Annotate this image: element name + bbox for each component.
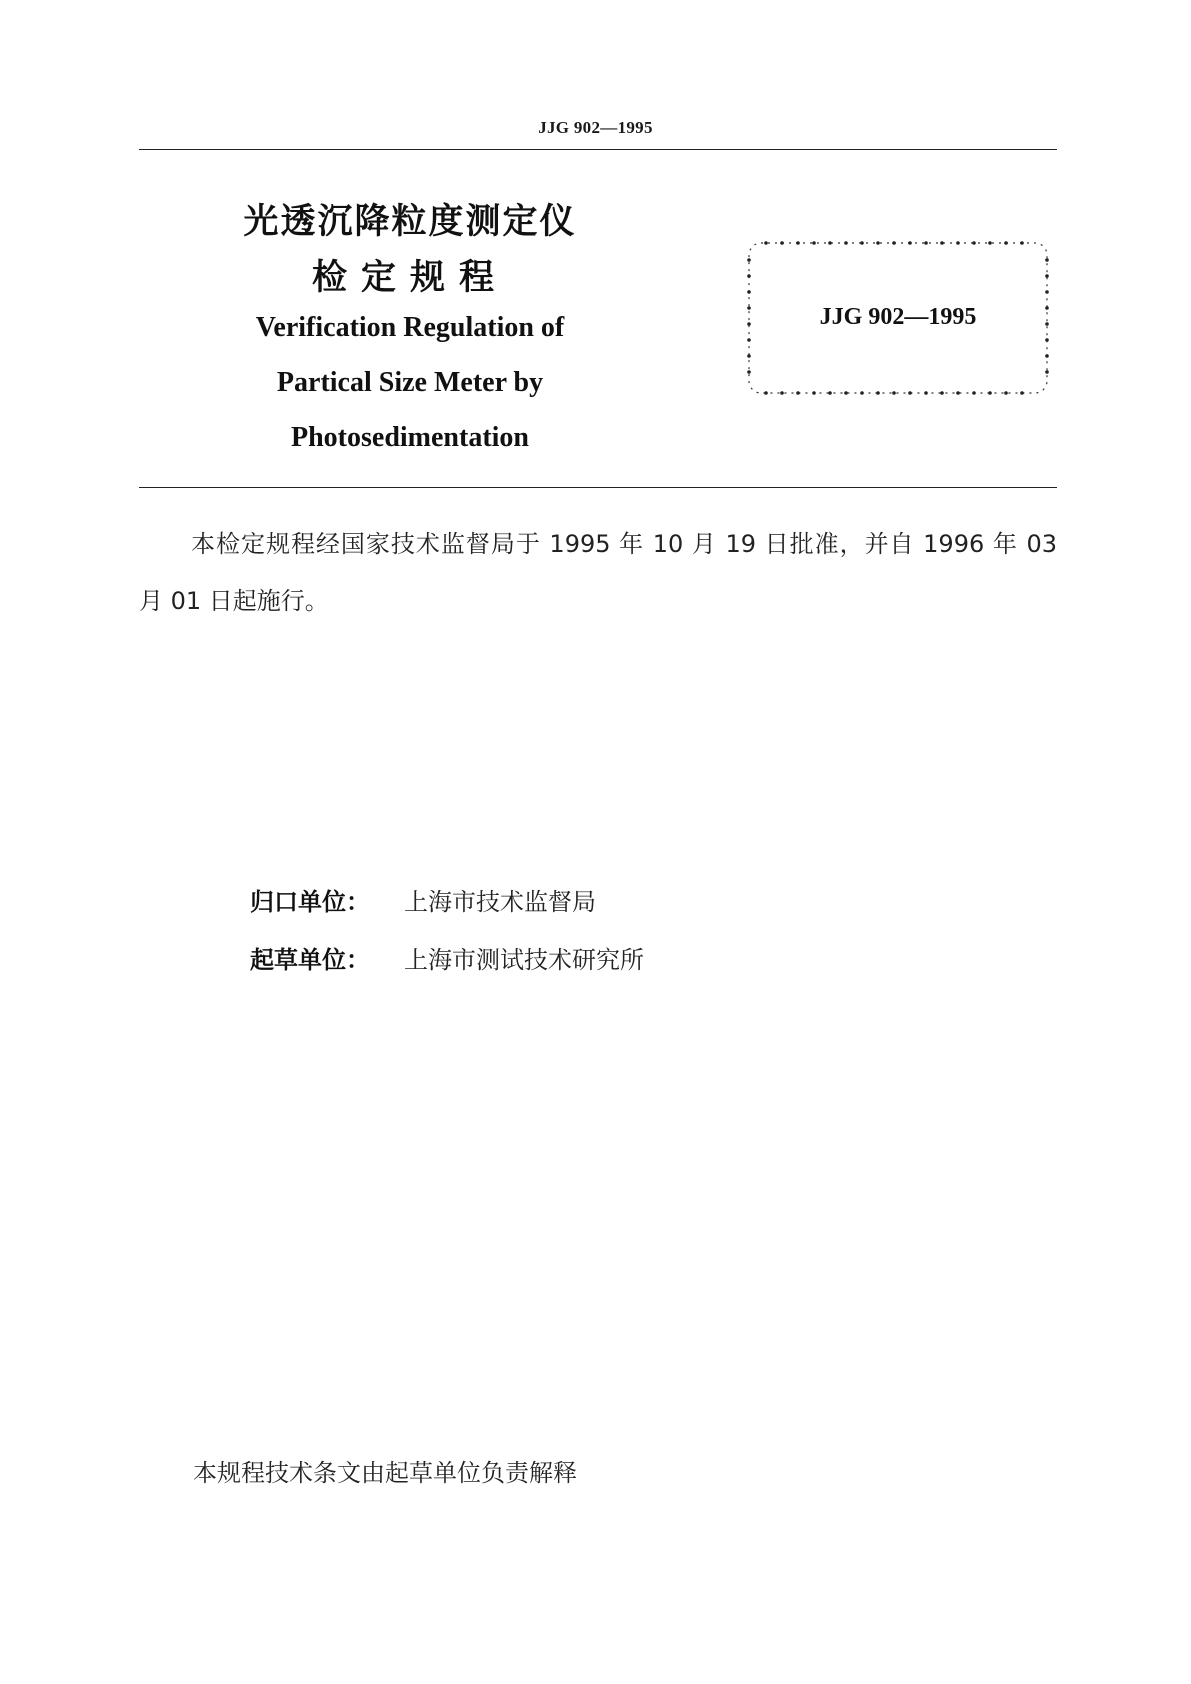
border-dot	[1004, 241, 1008, 245]
border-dot	[908, 391, 912, 395]
drafting-unit-row	[250, 940, 644, 975]
border-dot	[1045, 290, 1049, 294]
cn-title-line-1: 光透沉降粒度测定仪	[243, 202, 577, 242]
border-dot	[940, 391, 944, 395]
code-frame	[744, 238, 1052, 398]
border-dot	[1045, 354, 1049, 358]
responsible-unit-row	[250, 882, 596, 917]
border-dot	[972, 241, 976, 245]
border-dot	[747, 370, 751, 374]
border-dot	[796, 391, 800, 395]
border-dot	[828, 241, 832, 245]
border-dot	[844, 391, 848, 395]
cn-title-line-2: 检定规程	[311, 258, 508, 298]
border-dot	[892, 241, 896, 245]
border-dot	[876, 391, 880, 395]
border-dot	[972, 391, 976, 395]
border-dot	[1045, 258, 1049, 262]
border-dot	[828, 391, 832, 395]
border-dot	[780, 391, 784, 395]
responsible-unit-label: 归口单位：	[250, 888, 370, 916]
border-dot	[1045, 338, 1049, 342]
title-rule	[139, 487, 1057, 488]
border-dot	[747, 338, 751, 342]
border-dot	[747, 258, 751, 262]
responsible-unit-value: 上海市技术监督局	[404, 888, 596, 916]
standard-code: JJG 902—1995	[819, 304, 977, 330]
border-dot	[747, 354, 751, 358]
border-dot	[1020, 241, 1024, 245]
border-dot	[780, 241, 784, 245]
border-dot	[796, 241, 800, 245]
border-dot	[988, 241, 992, 245]
border-dot	[956, 391, 960, 395]
border-dot	[747, 290, 751, 294]
border-dot	[812, 241, 816, 245]
border-dot	[1004, 391, 1008, 395]
border-dot	[844, 241, 848, 245]
border-dot	[1045, 370, 1049, 374]
border-dot	[876, 241, 880, 245]
border-dot	[1045, 274, 1049, 278]
border-dot	[988, 391, 992, 395]
en-title-line-3: Photosedimentation	[291, 422, 529, 453]
border-dot	[764, 241, 768, 245]
border-dot	[747, 274, 751, 278]
en-title-line-2: Partical Size Meter by	[276, 367, 544, 398]
border-dot	[1020, 391, 1024, 395]
border-dot	[940, 241, 944, 245]
drafting-unit-value: 上海市测试技术研究所	[404, 946, 644, 974]
border-dot	[764, 391, 768, 395]
border-dot	[860, 391, 864, 395]
approval-statement: 本检定规程经国家技术监督局于 1995 年 10 月 19 日批准，并自 1996 年 03 月 01 日起施行。	[139, 530, 1057, 615]
running-header-code: JJG 902—1995	[538, 118, 653, 137]
en-title-line-1: Verification Regulation of	[255, 312, 565, 343]
border-dot	[860, 241, 864, 245]
border-dot	[892, 391, 896, 395]
border-dot	[908, 241, 912, 245]
interpretation-note: 本规程技术条文由起草单位负责解释	[193, 1459, 577, 1487]
drafting-unit-label: 起草单位：	[250, 946, 370, 974]
border-dot	[924, 241, 928, 245]
border-dot	[812, 391, 816, 395]
header-rule	[139, 149, 1057, 150]
border-dot	[956, 241, 960, 245]
border-dot	[924, 391, 928, 395]
